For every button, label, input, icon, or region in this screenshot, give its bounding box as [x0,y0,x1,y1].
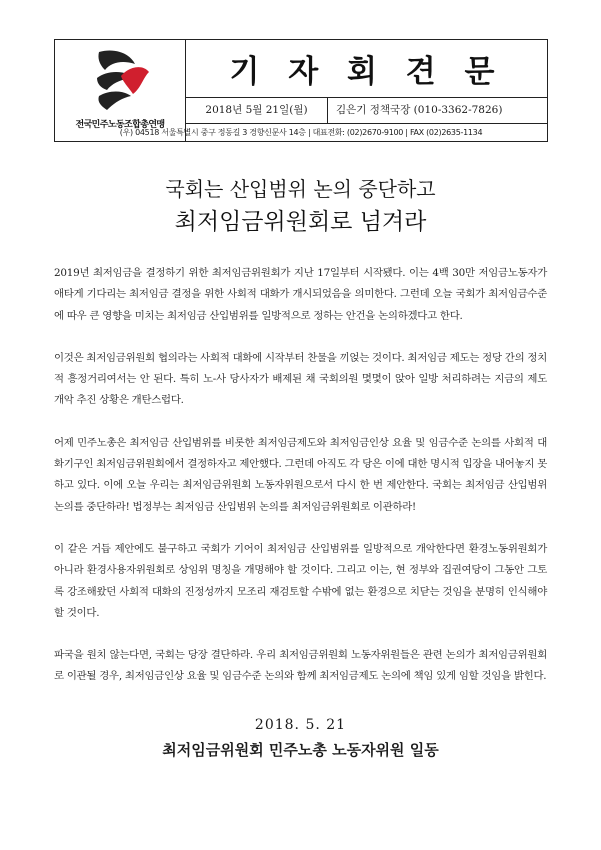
org-name: 전국민주노동조합총연맹 [75,120,165,130]
press-date: 2018년 5월 21일(월) [186,98,328,123]
address-line: (우) 04518 서울특별시 중구 정동길 3 경향신문사 14층 | 대표전화: (02)2670-9100 | FAX (02)2635-1134 [119,128,483,137]
body-text [54,263,547,709]
paragraph: 파국을 원치 않는다면, 국회는 당장 결단하라. 우리 최저임금위원회 노동자위원들은 관련 논의가 최저임금위원회로 이관될 경우, 최저임금인상 요율 및 임금수준 논의와 함께 최저임금제도 논의에 책임 있게 임할 것임을 밝힌다. [54,649,547,683]
press-header [54,39,548,142]
kctu-logo-icon [89,48,151,114]
info-row [186,98,547,124]
contact-info: 김은기 정책국장 (010-3362-7826) [336,104,503,116]
paragraph: 어제 민주노총은 최저임금 산입범위를 비롯한 최저임금제도와 최저임금인상 요율 및 임금수준 논의를 사회적 대화기구인 최저임금위원회에서 결정하자고 제안했다. 그런데 아직도 각 당은 이에 대한 명시적 입장을 내어놓지 못하고 있다. 이에 오늘 우리는 최저임금위원회 노동자위원으로서 다시 한 번 제안한다. 국회는 최저임금 산입범위 논의를 중단하라! 법정부는 최저임금 산입범위 논의를 최저임금위원회로 이관하라! [54,436,547,513]
closing-date: 2018. 5. 21 [254,717,347,733]
headline-line-1: 국회는 산입범위 논의 중단하고 [165,177,436,201]
title-cell [186,40,547,98]
paragraph: 이 같은 거듭 제안에도 불구하고 국회가 기어이 최저임금 산입범위를 일방적으로 개악한다면 환경노동위원회가 아니라 환경사용자위원회로 상임위 명칭을 개명해야 할 것이다. 그리고 이는, 현 정부와 집권여당이 그동안 그토록 강조해왔던 사회적 대화의 진정성까지 모조리 재검토할 수밖에 없는 환경으로 치닫는 것임을 분명히 인식해야 할 것이다. [54,542,547,619]
paragraph: 이것은 최저임금위원회 협의라는 사회적 대화에 시작부터 찬물을 끼얹는 것이다. 최저임금 제도는 정당 간의 정치적 흥정거리여서는 안 된다. 특히 노-사 당사자가 배제된 채 국회의원 몇몇이 앉아 일방 처리하려는 지금의 제도 개악 추진 상황은 개탄스럽다. [54,351,547,407]
paragraph: 2019년 최저임금을 결정하기 위한 최저임금위원회가 지난 17일부터 시작됐다. 이는 4백 30만 저임금노동자가 애타게 기다리는 최저임금 결정을 위한 사회적 대화가 개시되었음을 의미한다. 그런데 오늘 국회가 최저임금수준에 따우 큰 영향을 미치는 최저임금 산입범위를 일방적으로 정하는 안건을 논의하겠다고 한다. [54,267,547,322]
signature: 최저임금위원회 민주노총 노동자위원 일동 [162,741,439,759]
document-title: 기 자 회 견 문 [229,54,504,90]
headline-line-2: 최저임금위원회로 넘겨라 [174,209,427,235]
